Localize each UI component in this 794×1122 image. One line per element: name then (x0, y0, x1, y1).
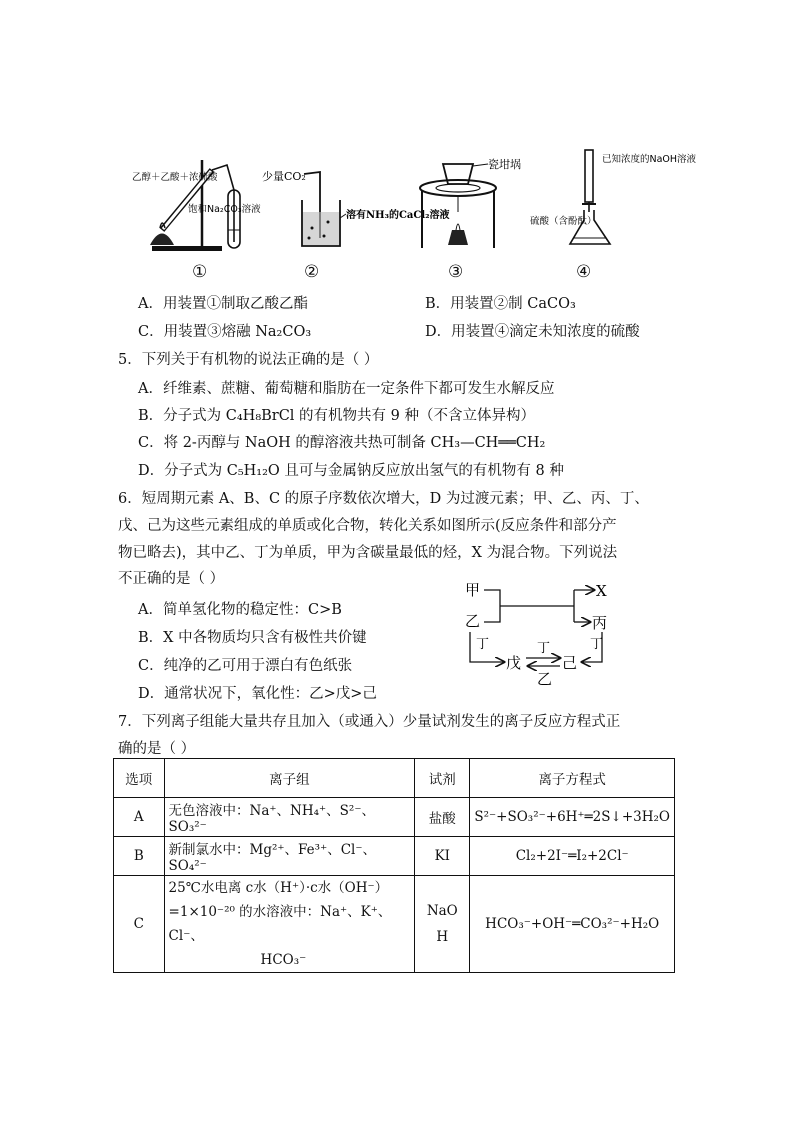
fig2-number: ② (304, 262, 320, 282)
node-ji: 己 (562, 654, 578, 672)
q5-option-b: B．分子式为 C₄H₈BrCl 的有机物共有 9 种（不含立体异构） (138, 408, 535, 424)
table-row (114, 798, 675, 837)
row-c-ions-line-3: HCO₃⁻ (260, 952, 307, 968)
q7-table (113, 758, 675, 973)
header-option: 选项 (114, 759, 165, 798)
header-reagent: 试剂 (415, 759, 470, 798)
q6-stem-line-1: 6．短周期元素 A、B、C 的原子序数依次增大，D 为过渡元素；甲、乙、丙、丁、 (118, 491, 649, 507)
label-yi-2: 乙 (537, 670, 553, 688)
q6-stem-line-2: 戊、己为这些元素组成的单质或化合物，转化关系如图所示(反应条件和部分产 (118, 518, 617, 534)
fig4-number: ④ (576, 262, 592, 282)
q5-option-c: C．将 2-丙醇与 NaOH 的醇溶液共热可制备 CH₃—CH══CH₂ (138, 435, 546, 451)
row-a-option: A (114, 798, 165, 837)
q5-option-d: D．分子式为 C₅H₁₂O 且可与金属钠反应放出氢气的有机物有 8 种 (138, 463, 564, 479)
table-row (114, 837, 675, 876)
row-c-ions-line-1: 25℃水电离 c水（H⁺）·c水（OH⁻） (168, 880, 389, 896)
q5-option-a: A．纤维素、蔗糖、葡萄糖和脂肪在一定条件下都可发生水解反应 (138, 381, 555, 397)
q4-option-c: C．用装置③熔融 Na₂CO₃ (138, 324, 312, 340)
q5-stem: 5．下列关于有机物的说法正确的是（ ） (118, 352, 379, 368)
node-bing: 丙 (592, 614, 608, 632)
node-jia: 甲 (465, 581, 481, 599)
node-wu: 戊 (506, 654, 522, 672)
row-c-option: C (114, 876, 165, 973)
q6-stem-line-4: 不正确的是（ ） (118, 571, 225, 587)
apparatus-3 (408, 150, 538, 255)
row-c-reagent-line-1: NaO (426, 903, 458, 919)
label-ding-2: 丁 (537, 641, 551, 656)
apparatus-1 (132, 150, 261, 255)
table-header-row (114, 759, 675, 798)
q4-option-d: D．用装置④滴定未知浓度的硫酸 (425, 324, 640, 340)
apparatus-4 (530, 150, 697, 255)
q7-stem-line-1: 7．下列离子组能大量共存且加入（或通入）少量试剂发生的离子反应方程式正 (118, 714, 621, 730)
apparatus-2 (262, 150, 450, 255)
fig3-number: ③ (448, 262, 464, 282)
q6-transformation-diagram (462, 578, 622, 694)
row-a-reagent: 盐酸 (415, 798, 470, 837)
q7-stem-line-2: 确的是（ ） (118, 741, 196, 757)
row-c-equation: HCO₃⁻+OH⁻═CO₃²⁻+H₂O (470, 876, 675, 973)
q6-option-a: A．简单氢化物的稳定性：C>B (138, 602, 342, 618)
q4-option-a: A．用装置①制取乙酸乙酯 (138, 296, 308, 312)
row-b-ions: 新制氯水中：Mg²⁺、Fe³⁺、Cl⁻、SO₄²⁻ (164, 837, 415, 876)
fig2-solution-label: 溶有NH₃的CaCl₂溶液 (346, 210, 450, 221)
q6-option-b: B．X 中各物质均只含有极性共价键 (138, 630, 367, 646)
fig1-solution-label: 饱和Na₂CO₃溶液 (188, 204, 261, 215)
fig4-titrant-label: 已知浓度的NaOH溶液 (602, 154, 697, 165)
row-a-equation: S²⁻+SO₃²⁻+6H⁺═2S↓+3H₂O (470, 798, 675, 837)
q4-option-b: B．用装置②制 CaCO₃ (425, 296, 576, 312)
fig1-reagents-label: 乙醇＋乙酸＋浓硫酸 (132, 172, 218, 183)
label-ding-1: 丁 (476, 637, 490, 652)
fig1-number: ① (192, 262, 208, 282)
row-b-option: B (114, 837, 165, 876)
fig4-analyte-label: 硫酸（含酚酞） (530, 216, 597, 227)
fig3-vessel-label: 瓷坩埚 (488, 158, 521, 171)
row-c-reagent (415, 876, 470, 973)
header-ions: 离子组 (164, 759, 415, 798)
node-yi: 乙 (465, 612, 481, 630)
table-row (114, 876, 675, 973)
q6-stem-line-3: 物已略去)，其中乙、丁为单质，甲为含碳量最低的烃，X 为混合物。下列说法 (118, 545, 618, 561)
row-c-reagent-line-2: H (436, 929, 449, 945)
fig2-gas-label: 少量CO₂ (262, 170, 306, 183)
row-a-ions: 无色溶液中：Na⁺、NH₄⁺、S²⁻、SO₃²⁻ (164, 798, 415, 837)
q6-option-d: D．通常状况下，氧化性：乙>戊>己 (138, 686, 377, 702)
q6-option-c: C．纯净的乙可用于漂白有色纸张 (138, 658, 353, 674)
row-b-equation: Cl₂+2I⁻═I₂+2Cl⁻ (470, 837, 675, 876)
row-c-ions (164, 876, 415, 973)
node-x: X (596, 582, 607, 600)
row-c-ions-line-2: =1×10⁻²⁰ 的水溶液中：Na⁺、K⁺、Cl⁻、 (168, 904, 392, 944)
row-b-reagent: KI (415, 837, 470, 876)
label-ding-3: 丁 (590, 637, 604, 652)
header-equation: 离子方程式 (470, 759, 675, 798)
